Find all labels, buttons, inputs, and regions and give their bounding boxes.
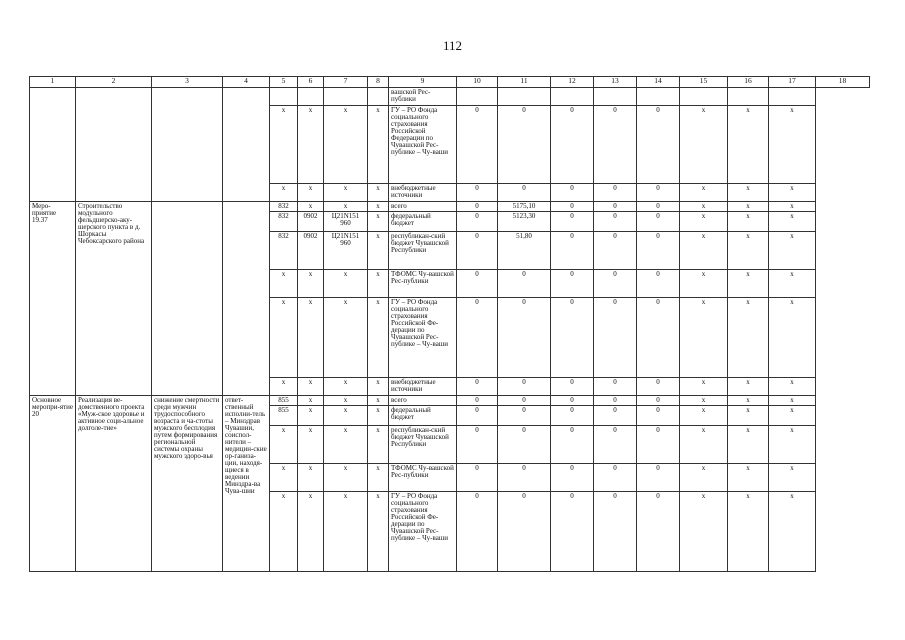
cell-c7: x (324, 464, 368, 492)
funding-source: ТФОМС Чу-вашской Рес-публики (389, 464, 457, 492)
value-cell: 0 (457, 492, 498, 572)
column-number-9: 9 (389, 77, 457, 88)
value-cell: x (680, 492, 728, 572)
cell-c6: 0902 (298, 212, 324, 232)
value-cell: 0 (498, 378, 551, 396)
value-cell: x (728, 492, 769, 572)
cell-c1: Меро-приятие 19.37 (30, 202, 76, 396)
cell-c1: Основное меропри-ятие 20 (30, 396, 76, 572)
value-cell: 0 (498, 406, 551, 426)
value-cell: x (680, 426, 728, 464)
column-number-row (30, 77, 870, 88)
cell-c6: x (298, 298, 324, 378)
funding-source: всего (389, 396, 457, 406)
value-cell: 0 (594, 202, 637, 212)
value-cell: 0 (551, 426, 594, 464)
cell-c7: x (324, 492, 368, 572)
cell-c4 (223, 202, 270, 396)
value-cell: x (680, 406, 728, 426)
value-cell: 0 (457, 270, 498, 298)
value-cell: 0 (457, 464, 498, 492)
funding-source: ГУ – РО Фонда социального страхования Российской Фе-дерации по Чувашской Рес-публике – Чу-ваши (389, 492, 457, 572)
value-cell: 0 (594, 378, 637, 396)
cell-c7: x (324, 202, 368, 212)
value-cell: x (769, 378, 816, 396)
cell-c5: x (270, 298, 298, 378)
funding-source: ГУ – РО Фонда социального страхования Российской Фе-дерации по Чувашской Рес-публике – Чу-ваши (389, 298, 457, 378)
value-cell: 0 (637, 202, 680, 212)
cell-c7: x (324, 396, 368, 406)
table-row (30, 202, 870, 212)
value-cell: x (728, 406, 769, 426)
cell-c8: x (368, 184, 389, 202)
funding-source: федеральный бюджет (389, 406, 457, 426)
cell-c5: 832 (270, 232, 298, 270)
value-cell: x (680, 378, 728, 396)
funding-source: внебюджетные источники (389, 378, 457, 396)
value-cell: 0 (457, 378, 498, 396)
cell-c6: x (298, 492, 324, 572)
value-cell: 51,80 (498, 232, 551, 270)
cell-c6: x (298, 426, 324, 464)
table-row (30, 88, 870, 106)
value-cell: 0 (457, 184, 498, 202)
value-cell: 0 (498, 492, 551, 572)
value-cell: x (769, 406, 816, 426)
funding-source: вашской Рес-публики (389, 88, 457, 106)
cell-c6: 0902 (298, 232, 324, 270)
cell-c5: 855 (270, 406, 298, 426)
value-cell: 0 (594, 298, 637, 378)
table-row (30, 396, 870, 406)
value-cell (498, 88, 551, 106)
cell-c8: x (368, 406, 389, 426)
column-number-15: 15 (680, 77, 728, 88)
cell-c5: x (270, 184, 298, 202)
cell-c6: x (298, 378, 324, 396)
value-cell: x (728, 106, 769, 184)
value-cell: x (728, 212, 769, 232)
cell-c2: Строительство модульного фельдшерско-аку-шерского пункта в д. Шоркасы Чебоксарского района (76, 202, 152, 396)
cell-c2 (76, 88, 152, 202)
value-cell: 0 (551, 212, 594, 232)
column-number-6: 6 (298, 77, 324, 88)
value-cell: 0 (551, 492, 594, 572)
cell-c3 (152, 88, 223, 202)
value-cell: 0 (498, 270, 551, 298)
value-cell: 0 (637, 396, 680, 406)
value-cell: 0 (457, 212, 498, 232)
value-cell: 0 (637, 298, 680, 378)
value-cell: 5123,30 (498, 212, 551, 232)
column-number-2: 2 (76, 77, 152, 88)
cell-c3 (152, 202, 223, 396)
value-cell: 0 (637, 106, 680, 184)
value-cell: 0 (498, 426, 551, 464)
cell-c7: x (324, 270, 368, 298)
value-cell: x (680, 184, 728, 202)
value-cell: 0 (594, 464, 637, 492)
value-cell: 0 (551, 406, 594, 426)
value-cell: x (769, 298, 816, 378)
value-cell: 0 (594, 232, 637, 270)
value-cell: 0 (637, 492, 680, 572)
column-number-17: 17 (769, 77, 816, 88)
value-cell: x (680, 106, 728, 184)
value-cell: 0 (551, 464, 594, 492)
cell-c3: снижение смертности среди мужчин трудоспособного возраста и ча-стоты мужского бесплодия путем формирования региональной системы охраны мужского здоро-вья (152, 396, 223, 572)
value-cell: x (728, 202, 769, 212)
value-cell: x (728, 232, 769, 270)
cell-c8 (368, 88, 389, 106)
value-cell: 0 (637, 184, 680, 202)
value-cell: x (680, 298, 728, 378)
value-cell: 0 (498, 106, 551, 184)
value-cell: 0 (551, 106, 594, 184)
value-cell (637, 88, 680, 106)
cell-c6: x (298, 184, 324, 202)
cell-c8: x (368, 232, 389, 270)
value-cell: x (769, 492, 816, 572)
value-cell: x (769, 106, 816, 184)
cell-c5: 832 (270, 202, 298, 212)
cell-c2: Реализация ве-домственного проекта «Муж-ское здоровье и активное соци-альное долголе-тие» (76, 396, 152, 572)
value-cell: x (680, 270, 728, 298)
cell-c8: x (368, 396, 389, 406)
value-cell: 0 (498, 298, 551, 378)
value-cell: 0 (457, 202, 498, 212)
value-cell: x (728, 184, 769, 202)
funding-source: федеральный бюджет (389, 212, 457, 232)
value-cell: x (769, 184, 816, 202)
value-cell: 0 (637, 426, 680, 464)
value-cell: 0 (637, 270, 680, 298)
value-cell (594, 88, 637, 106)
value-cell (457, 88, 498, 106)
cell-c8: x (368, 298, 389, 378)
value-cell: 0 (594, 106, 637, 184)
value-cell: x (680, 464, 728, 492)
cell-c5: x (270, 464, 298, 492)
cell-c7: x (324, 426, 368, 464)
funding-source: всего (389, 202, 457, 212)
value-cell: 0 (457, 426, 498, 464)
column-number-8: 8 (368, 77, 389, 88)
cell-c5: 855 (270, 396, 298, 406)
column-number-16: 16 (728, 77, 769, 88)
value-cell: 0 (457, 396, 498, 406)
value-cell: 0 (594, 426, 637, 464)
column-number-7: 7 (324, 77, 368, 88)
value-cell: 0 (637, 232, 680, 270)
cell-c7: x (324, 184, 368, 202)
value-cell: 0 (457, 298, 498, 378)
funding-source: республикан-ский бюджет Чувашской Республики (389, 426, 457, 464)
value-cell: 0 (594, 184, 637, 202)
column-number-5: 5 (270, 77, 298, 88)
value-cell: x (769, 202, 816, 212)
cell-c7: x (324, 106, 368, 184)
cell-c7: Ц21N151 960 (324, 232, 368, 270)
value-cell: x (680, 202, 728, 212)
column-number-4: 4 (223, 77, 270, 88)
page-number: 112 (442, 38, 463, 53)
cell-c8: x (368, 378, 389, 396)
cell-c6: x (298, 106, 324, 184)
cell-c1 (30, 88, 76, 202)
value-cell: x (769, 232, 816, 270)
column-number-18: 18 (816, 77, 870, 88)
value-cell: 0 (594, 406, 637, 426)
value-cell: 0 (551, 184, 594, 202)
cell-c6: x (298, 396, 324, 406)
cell-c7: x (324, 406, 368, 426)
cell-c5: x (270, 426, 298, 464)
column-number-3: 3 (152, 77, 223, 88)
value-cell: 0 (594, 212, 637, 232)
value-cell: x (680, 232, 728, 270)
value-cell: x (728, 270, 769, 298)
cell-c8: x (368, 464, 389, 492)
cell-c8: x (368, 106, 389, 184)
cell-c5: x (270, 492, 298, 572)
cell-c7 (324, 88, 368, 106)
column-number-11: 11 (498, 77, 551, 88)
cell-c8: x (368, 212, 389, 232)
value-cell: x (680, 396, 728, 406)
value-cell: 5175,10 (498, 202, 551, 212)
value-cell: x (728, 396, 769, 406)
cell-c6: x (298, 202, 324, 212)
value-cell: 0 (637, 406, 680, 426)
value-cell: 0 (457, 406, 498, 426)
value-cell (769, 88, 816, 106)
value-cell: x (769, 464, 816, 492)
cell-c6: x (298, 464, 324, 492)
value-cell: 0 (594, 396, 637, 406)
cell-c5: 832 (270, 212, 298, 232)
cell-c5: x (270, 270, 298, 298)
value-cell (551, 88, 594, 106)
value-cell: x (728, 378, 769, 396)
cell-c5: x (270, 378, 298, 396)
value-cell: x (769, 270, 816, 298)
cell-c6: x (298, 406, 324, 426)
cell-c6 (298, 88, 324, 106)
value-cell: 0 (594, 492, 637, 572)
value-cell: 0 (498, 396, 551, 406)
value-cell: 0 (551, 378, 594, 396)
cell-c7: x (324, 378, 368, 396)
value-cell: x (728, 298, 769, 378)
funding-source: внебюджетные источники (389, 184, 457, 202)
value-cell: 0 (551, 298, 594, 378)
value-cell: 0 (457, 106, 498, 184)
cell-c8: x (368, 426, 389, 464)
value-cell: 0 (498, 184, 551, 202)
column-number-13: 13 (594, 77, 637, 88)
value-cell: x (769, 396, 816, 406)
value-cell: 0 (551, 232, 594, 270)
value-cell: 0 (594, 270, 637, 298)
cell-c4: ответ-ственный исполни-тель – Минздрав Чувашии, соиспол-нители – медицин-ские ор-ганиза-ции, находя-щиеся в ведении Минздра-ва Чува-шии (223, 396, 270, 572)
cell-c7: x (324, 298, 368, 378)
cell-c8: x (368, 492, 389, 572)
funding-source: ГУ – РО Фонда социального страхования Российской Федерации по Чувашской Рес-публике – Чу-ваши (389, 106, 457, 184)
value-cell: x (769, 212, 816, 232)
value-cell: 0 (457, 232, 498, 270)
value-cell: 0 (551, 270, 594, 298)
value-cell (680, 88, 728, 106)
value-cell: 0 (498, 464, 551, 492)
value-cell (728, 88, 769, 106)
column-number-10: 10 (457, 77, 498, 88)
cell-c5: x (270, 106, 298, 184)
program-table (29, 76, 870, 572)
column-number-12: 12 (551, 77, 594, 88)
value-cell: 0 (637, 464, 680, 492)
value-cell: x (728, 464, 769, 492)
cell-c7: Ц21N151 960 (324, 212, 368, 232)
cell-c6: x (298, 270, 324, 298)
cell-c5 (270, 88, 298, 106)
cell-c8: x (368, 270, 389, 298)
column-number-1: 1 (30, 77, 76, 88)
value-cell: x (680, 212, 728, 232)
value-cell: 0 (551, 396, 594, 406)
value-cell: x (728, 426, 769, 464)
value-cell: 0 (637, 378, 680, 396)
funding-source: республикан-ский бюджет Чувашской Республики (389, 232, 457, 270)
cell-c4 (223, 88, 270, 202)
value-cell: 0 (637, 212, 680, 232)
cell-c8: x (368, 202, 389, 212)
funding-source: ТФОМС Чу-вашской Рес-публики (389, 270, 457, 298)
value-cell: 0 (551, 202, 594, 212)
value-cell: x (769, 426, 816, 464)
column-number-14: 14 (637, 77, 680, 88)
